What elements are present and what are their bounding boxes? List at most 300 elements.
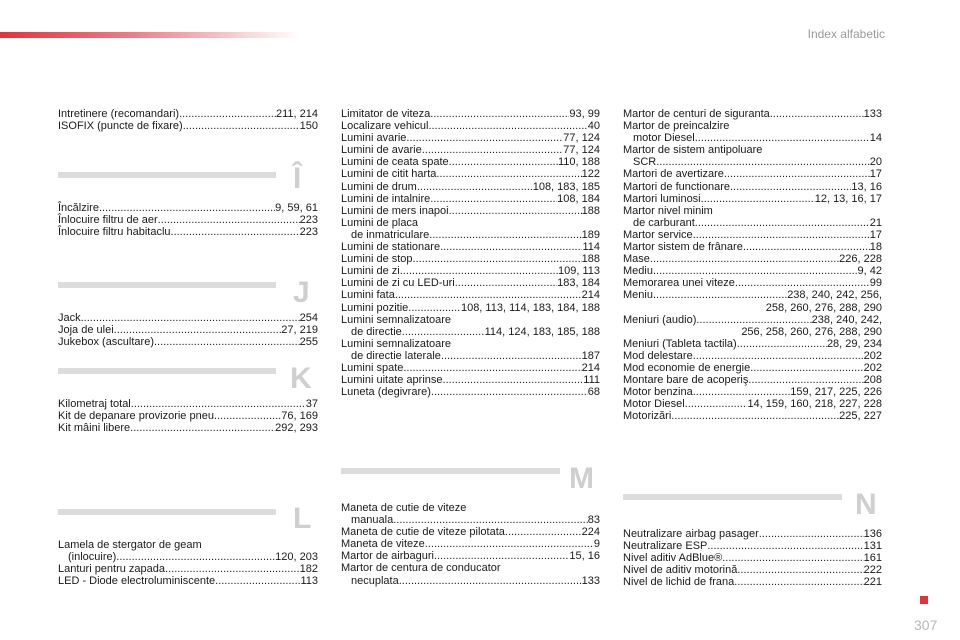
entry-label: Martor de airbaguri xyxy=(341,550,434,563)
entry-label: Lumini de drum xyxy=(341,180,417,193)
entry-row xyxy=(341,289,600,301)
entry-pages-continued: 258, 260, 276, 288, 290 xyxy=(765,301,882,314)
entry-row xyxy=(58,336,318,348)
entry-label: Kilometraj total xyxy=(58,398,131,410)
dot-leader xyxy=(395,289,582,301)
dot-leader xyxy=(81,312,300,324)
entry-pages: 9, 42 xyxy=(857,265,882,278)
entry-row xyxy=(341,302,600,314)
dot-leader xyxy=(743,241,870,253)
entry-label: Memorarea unei viteze xyxy=(623,277,735,290)
entry-row xyxy=(623,564,882,576)
index-entry xyxy=(341,562,600,586)
entry-label: Jack xyxy=(58,312,81,324)
dot-leader xyxy=(750,362,863,374)
index-entry xyxy=(341,132,600,144)
entry-row xyxy=(623,350,882,362)
entry-label: Martori de avertizare xyxy=(623,168,724,181)
dot-leader xyxy=(436,168,581,180)
entry-row xyxy=(341,538,600,550)
section-letter-j: J xyxy=(293,276,310,309)
entry-label: Limitator de viteza xyxy=(341,108,431,120)
section-letter-i: Î xyxy=(293,162,302,195)
entry-row xyxy=(623,156,882,168)
dot-leader xyxy=(408,302,461,314)
entry-pages: 9, 59, 61 xyxy=(275,202,318,214)
dot-leader xyxy=(737,338,827,350)
entry-pages: 21 xyxy=(869,216,882,229)
section-bar-j xyxy=(58,282,276,288)
dot-leader xyxy=(701,193,815,205)
entry-label: Luneta (degivrare) xyxy=(341,386,431,399)
dot-leader xyxy=(695,132,870,144)
top-accent-bar xyxy=(0,32,300,38)
entry-label: LED - Diode electroluminiscente xyxy=(58,575,216,588)
index-entry xyxy=(58,422,318,434)
dot-leader xyxy=(455,277,557,289)
entry-row xyxy=(623,410,882,422)
entry-row xyxy=(623,241,882,253)
entry-pages: 93, 99 xyxy=(569,108,600,120)
index-entry xyxy=(341,526,600,538)
entry-row xyxy=(341,108,600,120)
entry-pages: 254 xyxy=(299,312,318,324)
entry-label: Lamela de stergator de geam xyxy=(58,539,202,551)
entry-pages: 202 xyxy=(863,361,882,374)
dot-leader xyxy=(431,386,588,398)
index-entry xyxy=(623,205,882,229)
index-entry xyxy=(623,386,882,398)
dot-leader xyxy=(428,120,587,132)
entry-label: Mod delestare xyxy=(623,349,693,362)
section-bar-n xyxy=(623,494,842,500)
entry-label: Maneta de cutie de viteze pilotata xyxy=(341,526,505,539)
section-m-entries xyxy=(341,502,600,587)
dot-leader xyxy=(734,576,863,588)
entry-sublabel: manuala xyxy=(351,514,394,527)
index-entry xyxy=(341,265,600,277)
entry-pages: 20 xyxy=(869,156,882,169)
index-entry xyxy=(623,374,882,386)
entry-pages: 214 xyxy=(581,289,600,302)
index-column-2 xyxy=(341,108,600,398)
dot-leader xyxy=(430,108,569,120)
entry-pages: 110, 188 xyxy=(557,156,600,169)
entry-pages: 114 xyxy=(582,241,600,254)
index-entry xyxy=(58,324,318,336)
entry-row xyxy=(58,575,318,587)
entry-label: Meniuri (Tableta tactila) xyxy=(623,337,737,350)
index-entry xyxy=(623,552,882,564)
entry-row xyxy=(341,193,600,205)
entry-label: Lumini avarie xyxy=(341,132,407,145)
entry-label: Martor de sistem antipoluare xyxy=(623,144,763,157)
entry-pages: 292, 293 xyxy=(275,422,318,435)
entry-sublabel: de carburant xyxy=(633,216,695,229)
entry-sublabel: de directie xyxy=(351,325,402,338)
entry-row xyxy=(341,362,600,374)
entry-sublabel: (inlocuire) xyxy=(68,551,117,564)
entry-label: Lumini de zi xyxy=(341,265,400,278)
index-entry xyxy=(58,120,318,132)
entry-row xyxy=(623,181,882,193)
dot-leader xyxy=(693,386,791,398)
entry-label: Lumini de ceata spate xyxy=(341,156,449,169)
index-entry xyxy=(623,120,882,144)
entry-pages: 223 xyxy=(299,226,318,239)
entry-label: Lumini de placa xyxy=(341,216,419,229)
entry-label: Motor Diesel xyxy=(623,398,685,411)
entry-label: Montare bare de acoperiş xyxy=(623,374,749,387)
entry-label: Mediu xyxy=(623,265,653,278)
index-entry xyxy=(623,253,882,265)
entry-label: Meniuri (audio) xyxy=(623,313,697,326)
dot-leader xyxy=(422,144,564,156)
index-entry xyxy=(341,156,600,168)
index-entry xyxy=(341,502,600,526)
dot-leader xyxy=(402,326,485,338)
index-entry xyxy=(623,398,882,410)
index-entry xyxy=(623,289,882,313)
dot-leader xyxy=(114,324,282,336)
dot-leader xyxy=(449,156,558,168)
entry-row xyxy=(623,362,882,374)
dot-leader xyxy=(214,410,281,422)
section-bar-k xyxy=(58,368,276,374)
dot-leader xyxy=(130,422,275,434)
page-number: 307 xyxy=(914,617,938,633)
index-entry xyxy=(341,181,600,193)
entry-label: Jukebox (ascultare) xyxy=(58,336,154,349)
entry-pages: 214 xyxy=(581,361,600,374)
entry-pages: 99 xyxy=(869,277,882,290)
entry-label: Lumini de stationare xyxy=(341,241,441,254)
section-letter-n: N xyxy=(855,488,877,521)
dot-leader xyxy=(440,241,582,253)
entry-pages: 223 xyxy=(299,214,318,227)
section-i-entries xyxy=(58,202,318,238)
entry-label: Lumini de mers inapoi xyxy=(341,204,449,217)
section-bar-l xyxy=(58,509,276,515)
entry-label: Martor de centura de conducator xyxy=(341,562,501,575)
corner-marker xyxy=(920,596,928,604)
index-entry xyxy=(341,338,600,362)
dot-leader xyxy=(158,214,300,226)
entry-pages: 120, 203 xyxy=(275,551,318,564)
entry-row xyxy=(341,229,600,241)
index-entry xyxy=(58,575,318,587)
dot-leader xyxy=(215,575,300,587)
entry-label: Neutralizare airbag pasager xyxy=(623,528,759,540)
dot-leader xyxy=(417,181,533,193)
entry-pages: 202 xyxy=(863,349,882,362)
entry-label: Maneta de viteze xyxy=(341,538,425,551)
entry-label: Martori de functionare xyxy=(623,180,730,193)
dot-leader xyxy=(393,514,588,526)
entry-row xyxy=(623,253,882,265)
index-entry xyxy=(623,540,882,552)
dot-leader xyxy=(722,552,863,564)
entry-sublabel: de directie laterale xyxy=(351,349,441,362)
dot-leader xyxy=(131,398,306,410)
entry-label: Lumini semnalizatoare xyxy=(341,337,452,350)
index-entry xyxy=(623,528,882,540)
entry-pages: 188 xyxy=(581,253,600,266)
index-entry xyxy=(623,168,882,180)
dot-leader xyxy=(99,202,275,214)
entry-label: Martor de preincalzire xyxy=(623,120,730,133)
index-entry xyxy=(341,386,600,398)
intro-group xyxy=(58,108,318,132)
entry-row xyxy=(341,253,600,265)
index-entry xyxy=(58,410,318,422)
index-entry xyxy=(341,253,600,265)
dot-leader xyxy=(685,398,748,410)
dot-leader xyxy=(650,253,839,265)
index-entry xyxy=(623,277,882,289)
dot-leader xyxy=(748,374,863,386)
index-entry xyxy=(58,312,318,324)
dot-leader xyxy=(441,350,582,362)
entry-label: Înlocuire filtru de aer xyxy=(58,214,158,227)
index-entry xyxy=(341,302,600,314)
entry-label: Lanturi pentru zapada xyxy=(58,563,166,576)
entry-row xyxy=(58,202,318,214)
dot-leader xyxy=(693,229,870,241)
entry-pages: 131 xyxy=(863,540,882,553)
index-entry xyxy=(341,277,600,289)
index-entry xyxy=(623,338,882,350)
dot-leader xyxy=(116,551,275,563)
dot-leader xyxy=(707,540,863,552)
entry-label: Mase xyxy=(623,253,650,266)
entry-pages: 17 xyxy=(869,228,882,241)
entry-row xyxy=(623,528,882,540)
entry-row xyxy=(623,193,882,205)
entry-pages: 150 xyxy=(299,120,318,133)
entry-row xyxy=(58,410,318,422)
index-entry xyxy=(341,193,600,205)
entry-pages: 208 xyxy=(863,374,882,387)
entry-pages: 9 xyxy=(593,538,600,551)
entry-row xyxy=(341,386,600,398)
entry-pages: 15, 16 xyxy=(569,550,600,563)
entry-label: Kit de depanare provizorie pneu xyxy=(58,410,214,423)
entry-row xyxy=(58,120,318,132)
entry-label: Localizare vehicul xyxy=(341,120,429,133)
section-bar-i xyxy=(58,172,276,178)
entry-label: Motor benzina xyxy=(623,386,693,399)
section-k-entries xyxy=(58,398,318,434)
entry-row xyxy=(341,514,600,526)
entry-label: Lumini de avarie xyxy=(341,144,422,157)
index-entry xyxy=(623,350,882,362)
index-column-1 xyxy=(58,108,318,132)
entry-row xyxy=(341,168,600,180)
entry-row xyxy=(623,229,882,241)
entry-label: Martor nivel minim xyxy=(623,204,713,217)
entry-pages: 76, 169 xyxy=(281,410,318,423)
entry-row xyxy=(623,540,882,552)
entry-pages: 108, 184 xyxy=(557,192,600,205)
entry-pages: 37 xyxy=(305,398,318,410)
dot-leader xyxy=(430,193,557,205)
entry-row xyxy=(58,108,318,120)
entry-label: Martor service xyxy=(623,228,693,241)
entry-row xyxy=(341,526,600,538)
entry-row xyxy=(58,563,318,575)
entry-row xyxy=(341,265,600,277)
dot-leader xyxy=(737,564,863,576)
entry-label: Lumini semnalizatoare xyxy=(341,313,452,326)
entry-pages: 40 xyxy=(587,120,600,133)
entry-pages: 222 xyxy=(863,564,882,577)
entry-row xyxy=(623,576,882,588)
index-entry xyxy=(623,362,882,374)
entry-label: Lumini fata xyxy=(341,289,395,302)
entry-pages: 77, 124 xyxy=(563,132,600,145)
entry-label: Mod economie de energie xyxy=(623,361,751,374)
index-entry xyxy=(623,229,882,241)
entry-label: Motorizări xyxy=(623,410,672,423)
index-entry xyxy=(341,120,600,132)
index-entry xyxy=(341,108,600,120)
entry-row xyxy=(341,144,600,156)
entry-pages: 136 xyxy=(863,528,882,540)
section-l-entries xyxy=(58,539,318,587)
index-entry xyxy=(623,144,882,168)
index-entry xyxy=(58,398,318,410)
entry-label: Neutralizare ESP xyxy=(623,540,708,553)
entry-row xyxy=(623,386,882,398)
dot-leader xyxy=(403,362,581,374)
entry-pages: 13, 16 xyxy=(851,180,882,193)
index-entry xyxy=(58,108,318,120)
entry-label: Intretinere (recomandari) xyxy=(58,108,180,120)
entry-pages: 187 xyxy=(581,349,600,362)
index-entry xyxy=(623,265,882,277)
entry-label: Joja de ulei xyxy=(58,324,114,337)
dot-leader xyxy=(449,205,582,217)
index-entry xyxy=(623,193,882,205)
dot-leader xyxy=(183,120,300,132)
entry-pages: 14, 159, 160, 218, 227, 228 xyxy=(747,398,882,411)
index-entry xyxy=(623,241,882,253)
index-entry xyxy=(58,539,318,563)
entry-row xyxy=(58,324,318,336)
entry-label: Lumini pozitie xyxy=(341,301,409,314)
dot-leader xyxy=(171,226,300,238)
entry-row xyxy=(58,422,318,434)
entry-pages: 109, 113 xyxy=(557,265,600,278)
entry-sublabel: SCR xyxy=(633,156,657,169)
index-entry xyxy=(623,108,882,120)
entry-row xyxy=(341,350,600,362)
entry-row xyxy=(623,289,882,301)
dot-leader xyxy=(434,550,569,562)
entry-pages: 238, 240, 242, xyxy=(811,313,882,326)
entry-row xyxy=(58,551,318,563)
entry-row xyxy=(623,217,882,229)
entry-sublabel: de inmatriculare xyxy=(351,228,430,241)
dot-leader xyxy=(399,575,582,587)
entry-label: Nivel de lichid de frana xyxy=(623,576,735,589)
entry-row xyxy=(341,241,600,253)
entry-row xyxy=(341,277,600,289)
entry-label: Kit mâini libere xyxy=(58,422,131,435)
index-entry xyxy=(341,314,600,338)
entry-pages: 27, 219 xyxy=(281,324,318,337)
entry-label: Înlocuire filtru habitaclu xyxy=(58,226,171,239)
entry-pages: 83 xyxy=(587,514,600,527)
entry-label: Maneta de cutie de viteze xyxy=(341,502,467,514)
entry-sublabel: necuplata xyxy=(351,574,399,587)
entry-row xyxy=(623,265,882,277)
dot-leader xyxy=(425,538,594,550)
index-entry xyxy=(58,226,318,238)
entry-pages: 113 xyxy=(300,575,318,588)
dot-leader xyxy=(413,253,582,265)
dot-leader xyxy=(179,108,276,120)
entry-label: Lumini spate xyxy=(341,361,404,374)
dot-leader xyxy=(759,528,864,540)
index-entry xyxy=(341,217,600,241)
entry-pages: 17 xyxy=(869,168,882,181)
entry-label: Lumini de citit harta xyxy=(341,168,437,181)
entry-row xyxy=(341,550,600,562)
entry-pages: 255 xyxy=(299,336,318,349)
entry-row xyxy=(623,552,882,564)
dot-leader xyxy=(730,181,851,193)
entry-sublabel: motor Diesel xyxy=(633,132,695,145)
entry-row xyxy=(341,156,600,168)
entry-pages: 114, 124, 183, 185, 188 xyxy=(484,325,600,338)
index-entry xyxy=(623,181,882,193)
dot-leader xyxy=(443,374,584,386)
section-letter-m: M xyxy=(569,462,594,495)
entry-pages: 18 xyxy=(869,241,882,254)
index-entry xyxy=(341,374,600,386)
entry-label: Nivel de aditiv motorină xyxy=(623,564,738,577)
entry-pages: 108, 113, 114, 183, 184, 188 xyxy=(460,301,600,314)
dot-leader xyxy=(505,526,582,538)
index-entry xyxy=(623,314,882,338)
entry-pages: 108, 183, 185 xyxy=(532,180,600,193)
index-entry xyxy=(341,168,600,180)
entry-row xyxy=(341,326,600,338)
dot-leader xyxy=(429,229,581,241)
section-bar-m xyxy=(341,468,560,474)
entry-label: Nivel aditiv AdBlue® xyxy=(623,552,723,565)
entry-label: ISOFIX (puncte de fixare) xyxy=(58,120,183,133)
entry-label: Încălzire xyxy=(58,202,99,214)
entry-label: Meniu xyxy=(623,289,653,302)
index-entry xyxy=(623,564,882,576)
entry-row xyxy=(58,214,318,226)
entry-row xyxy=(341,132,600,144)
dot-leader xyxy=(656,156,870,168)
entry-row xyxy=(623,338,882,350)
entry-row xyxy=(623,108,882,120)
entry-label: Lumini uitate aprinse xyxy=(341,374,443,387)
entry-pages: 183, 184 xyxy=(557,277,600,290)
dot-leader xyxy=(400,265,558,277)
index-entry xyxy=(58,214,318,226)
entry-pages: 224 xyxy=(581,526,600,539)
entry-pages: 122 xyxy=(581,168,600,181)
entry-row xyxy=(623,168,882,180)
entry-label: Lumini de stop xyxy=(341,253,413,266)
